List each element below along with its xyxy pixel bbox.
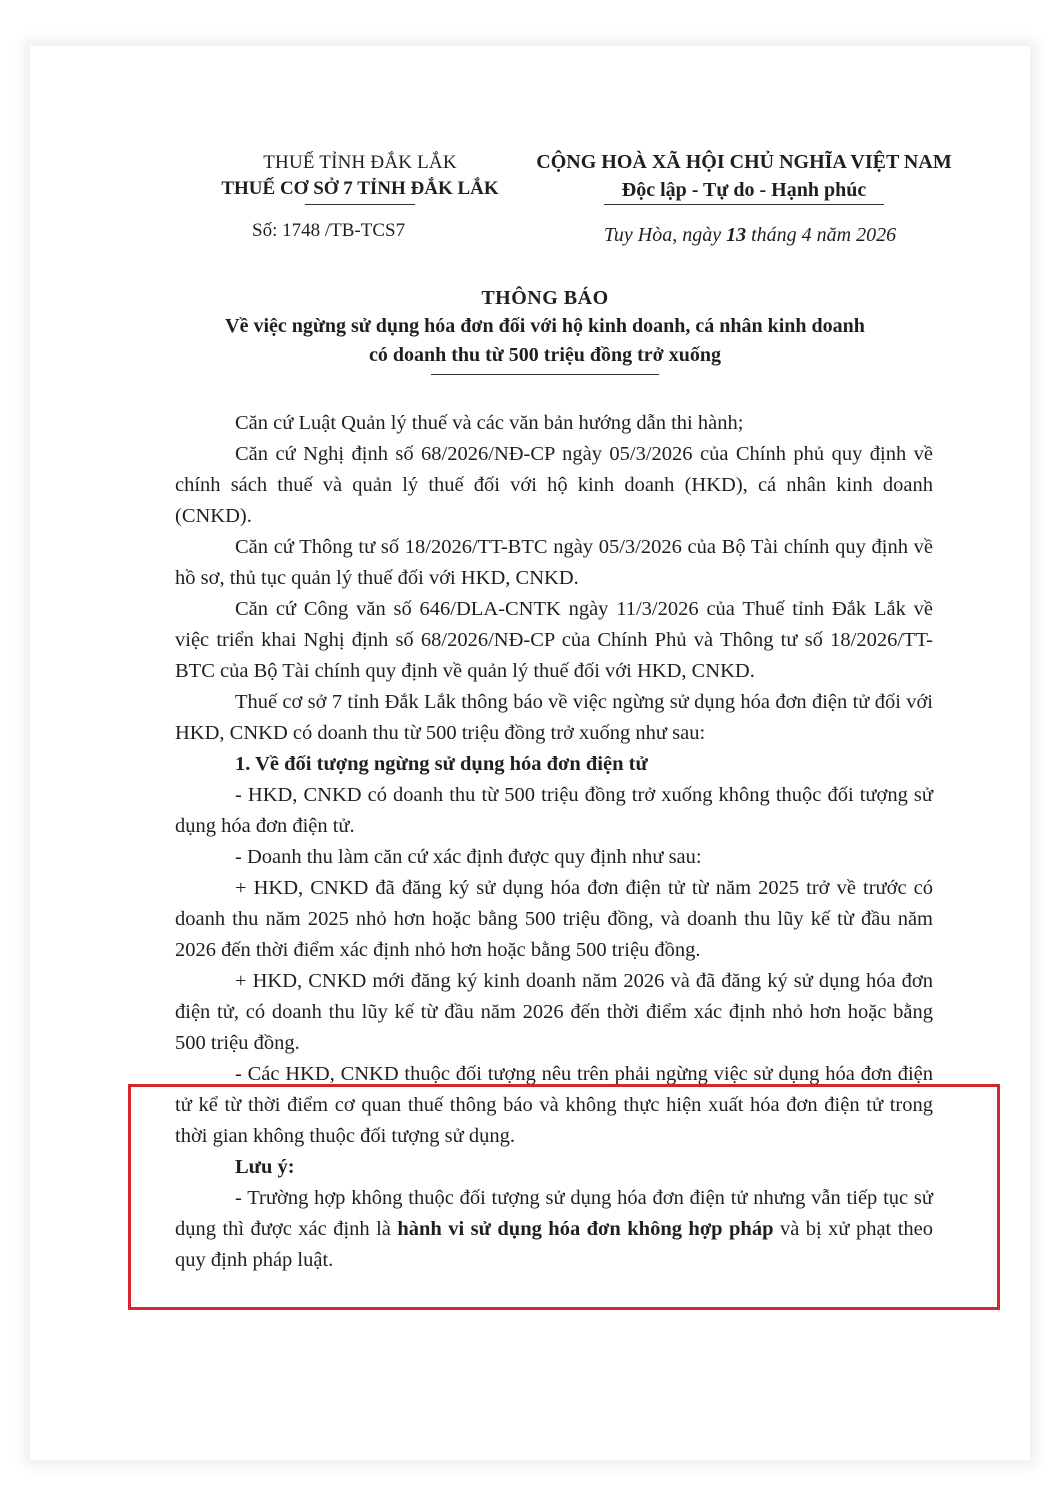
paragraph-stop-usage: - Các HKD, CNKD thuộc đối tượng nêu trên phải ngừng việc sử dụng hóa đơn điện tử kể từ thời điểm cơ quan thuế thông báo và không thực hiện xuất hóa đơn điện tử trong thời gian không thuộc đối tượng sử dụng. bbox=[175, 1063, 933, 1147]
highlight-frame bbox=[128, 1084, 1000, 1310]
org-underline bbox=[305, 204, 415, 205]
place-date bbox=[550, 224, 950, 247]
date-middle: tháng bbox=[746, 224, 802, 246]
issuing-organization bbox=[190, 150, 530, 205]
penalty-text-c: và bị xử phạt theo quy định pháp luật. bbox=[175, 1218, 933, 1271]
note-heading: Lưu ý: bbox=[235, 1156, 295, 1178]
nation-name: CỘNG HOÀ XÃ HỘI CHỦ NGHĨA VIỆT NAM bbox=[536, 151, 952, 173]
legal-basis-1: Căn cứ Luật Quản lý thuế và các văn bản hướng dẫn thi hành; bbox=[235, 412, 744, 434]
paragraph-case-2: + HKD, CNKD mới đăng ký kinh doanh năm 2026 và đã đăng ký sử dụng hóa đơn điện tử, có doanh thu lũy kế từ đầu năm 2026 đến thời điểm xác định nhỏ hơn hoặc bằng 500 triệu đồng. bbox=[175, 970, 933, 1054]
motto: Độc lập - Tự do - Hạnh phúc bbox=[621, 179, 867, 201]
date-suffix: năm 2026 bbox=[811, 224, 897, 246]
national-header bbox=[524, 148, 964, 205]
title-underline bbox=[431, 374, 659, 375]
org-parent-name: THUẾ TỈNH ĐẮK LẮK bbox=[263, 152, 457, 173]
document-subject-line1: Về việc ngừng sử dụng hóa đơn đối với hộ kinh doanh, cá nhân kinh doanh bbox=[225, 315, 865, 337]
document-title: THÔNG BÁO bbox=[481, 287, 609, 309]
section-heading-1: 1. Về đối tượng ngừng sử dụng hóa đơn điện tử bbox=[235, 753, 648, 775]
document-title-block bbox=[150, 284, 940, 375]
announcement-intro: Thuế cơ sở 7 tỉnh Đắk Lắk thông báo về việc ngừng sử dụng hóa đơn điện tử đối với HKD, CNKD có doanh thu từ 500 triệu đồng trở xuống như sau: bbox=[175, 691, 933, 744]
org-name: THUẾ CƠ SỞ 7 TỈNH ĐẮK LẮK bbox=[221, 178, 499, 199]
date-month: 4 bbox=[801, 224, 812, 246]
legal-basis-2: Căn cứ Nghị định số 68/2026/NĐ-CP ngày 05/3/2026 của Chính phủ quy định về chính sách thuế và quản lý thuế đối với hộ kinh doanh (HKD), cá nhân kinh doanh (CNKD). bbox=[175, 443, 933, 527]
penalty-text-a: - Trường hợp không thuộc đối tượng sử dụng hóa đơn điện tử nhưng vẫn tiếp tục sử dụng thì được xác định là bbox=[175, 1187, 933, 1240]
document-subject-line2: có doanh thu từ 500 triệu đồng trở xuống bbox=[368, 344, 721, 366]
date-day: 13 bbox=[726, 224, 747, 246]
penalty-text-bold: hành vi sử dụng hóa đơn không hợp pháp bbox=[397, 1218, 774, 1240]
legal-basis-3: Căn cứ Thông tư số 18/2026/TT-BTC ngày 05/3/2026 của Bộ Tài chính quy định về hồ sơ, thủ tục quản lý thuế đối với HKD, CNKD. bbox=[175, 536, 933, 589]
paragraph-revenue-basis: - Doanh thu làm căn cứ xác định được quy định như sau: bbox=[235, 846, 702, 868]
legal-basis-4: Căn cứ Công văn số 646/DLA-CNTK ngày 11/3/2026 của Thuế tỉnh Đắk Lắk về việc triển khai Nghị định số 68/2026/NĐ-CP của Chính Phủ và Thông tư số 18/2026/TT-BTC của Bộ Tài chính quy định về quản lý thuế đối với HKD, CNKD. bbox=[175, 598, 933, 682]
date-prefix: Tuy Hòa, ngày bbox=[603, 224, 727, 246]
paragraph-case-1: + HKD, CNKD đã đăng ký sử dụng hóa đơn điện tử từ năm 2025 trở về trước có doanh thu năm 2025 nhỏ hơn hoặc bằng 500 triệu đồng, và doanh thu lũy kế từ đầu năm 2026 đến thời điểm xác định nhỏ hơn hoặc bằng 500 triệu đồng. bbox=[175, 877, 933, 961]
paragraph-scope: - HKD, CNKD có doanh thu từ 500 triệu đồng trở xuống không thuộc đối tượng sử dụng hóa đơn điện tử. bbox=[175, 784, 933, 837]
document-number: Số: 1748 /TB-TCS7 bbox=[252, 220, 406, 241]
document-page bbox=[30, 46, 1030, 1460]
motto-underline bbox=[604, 204, 884, 205]
